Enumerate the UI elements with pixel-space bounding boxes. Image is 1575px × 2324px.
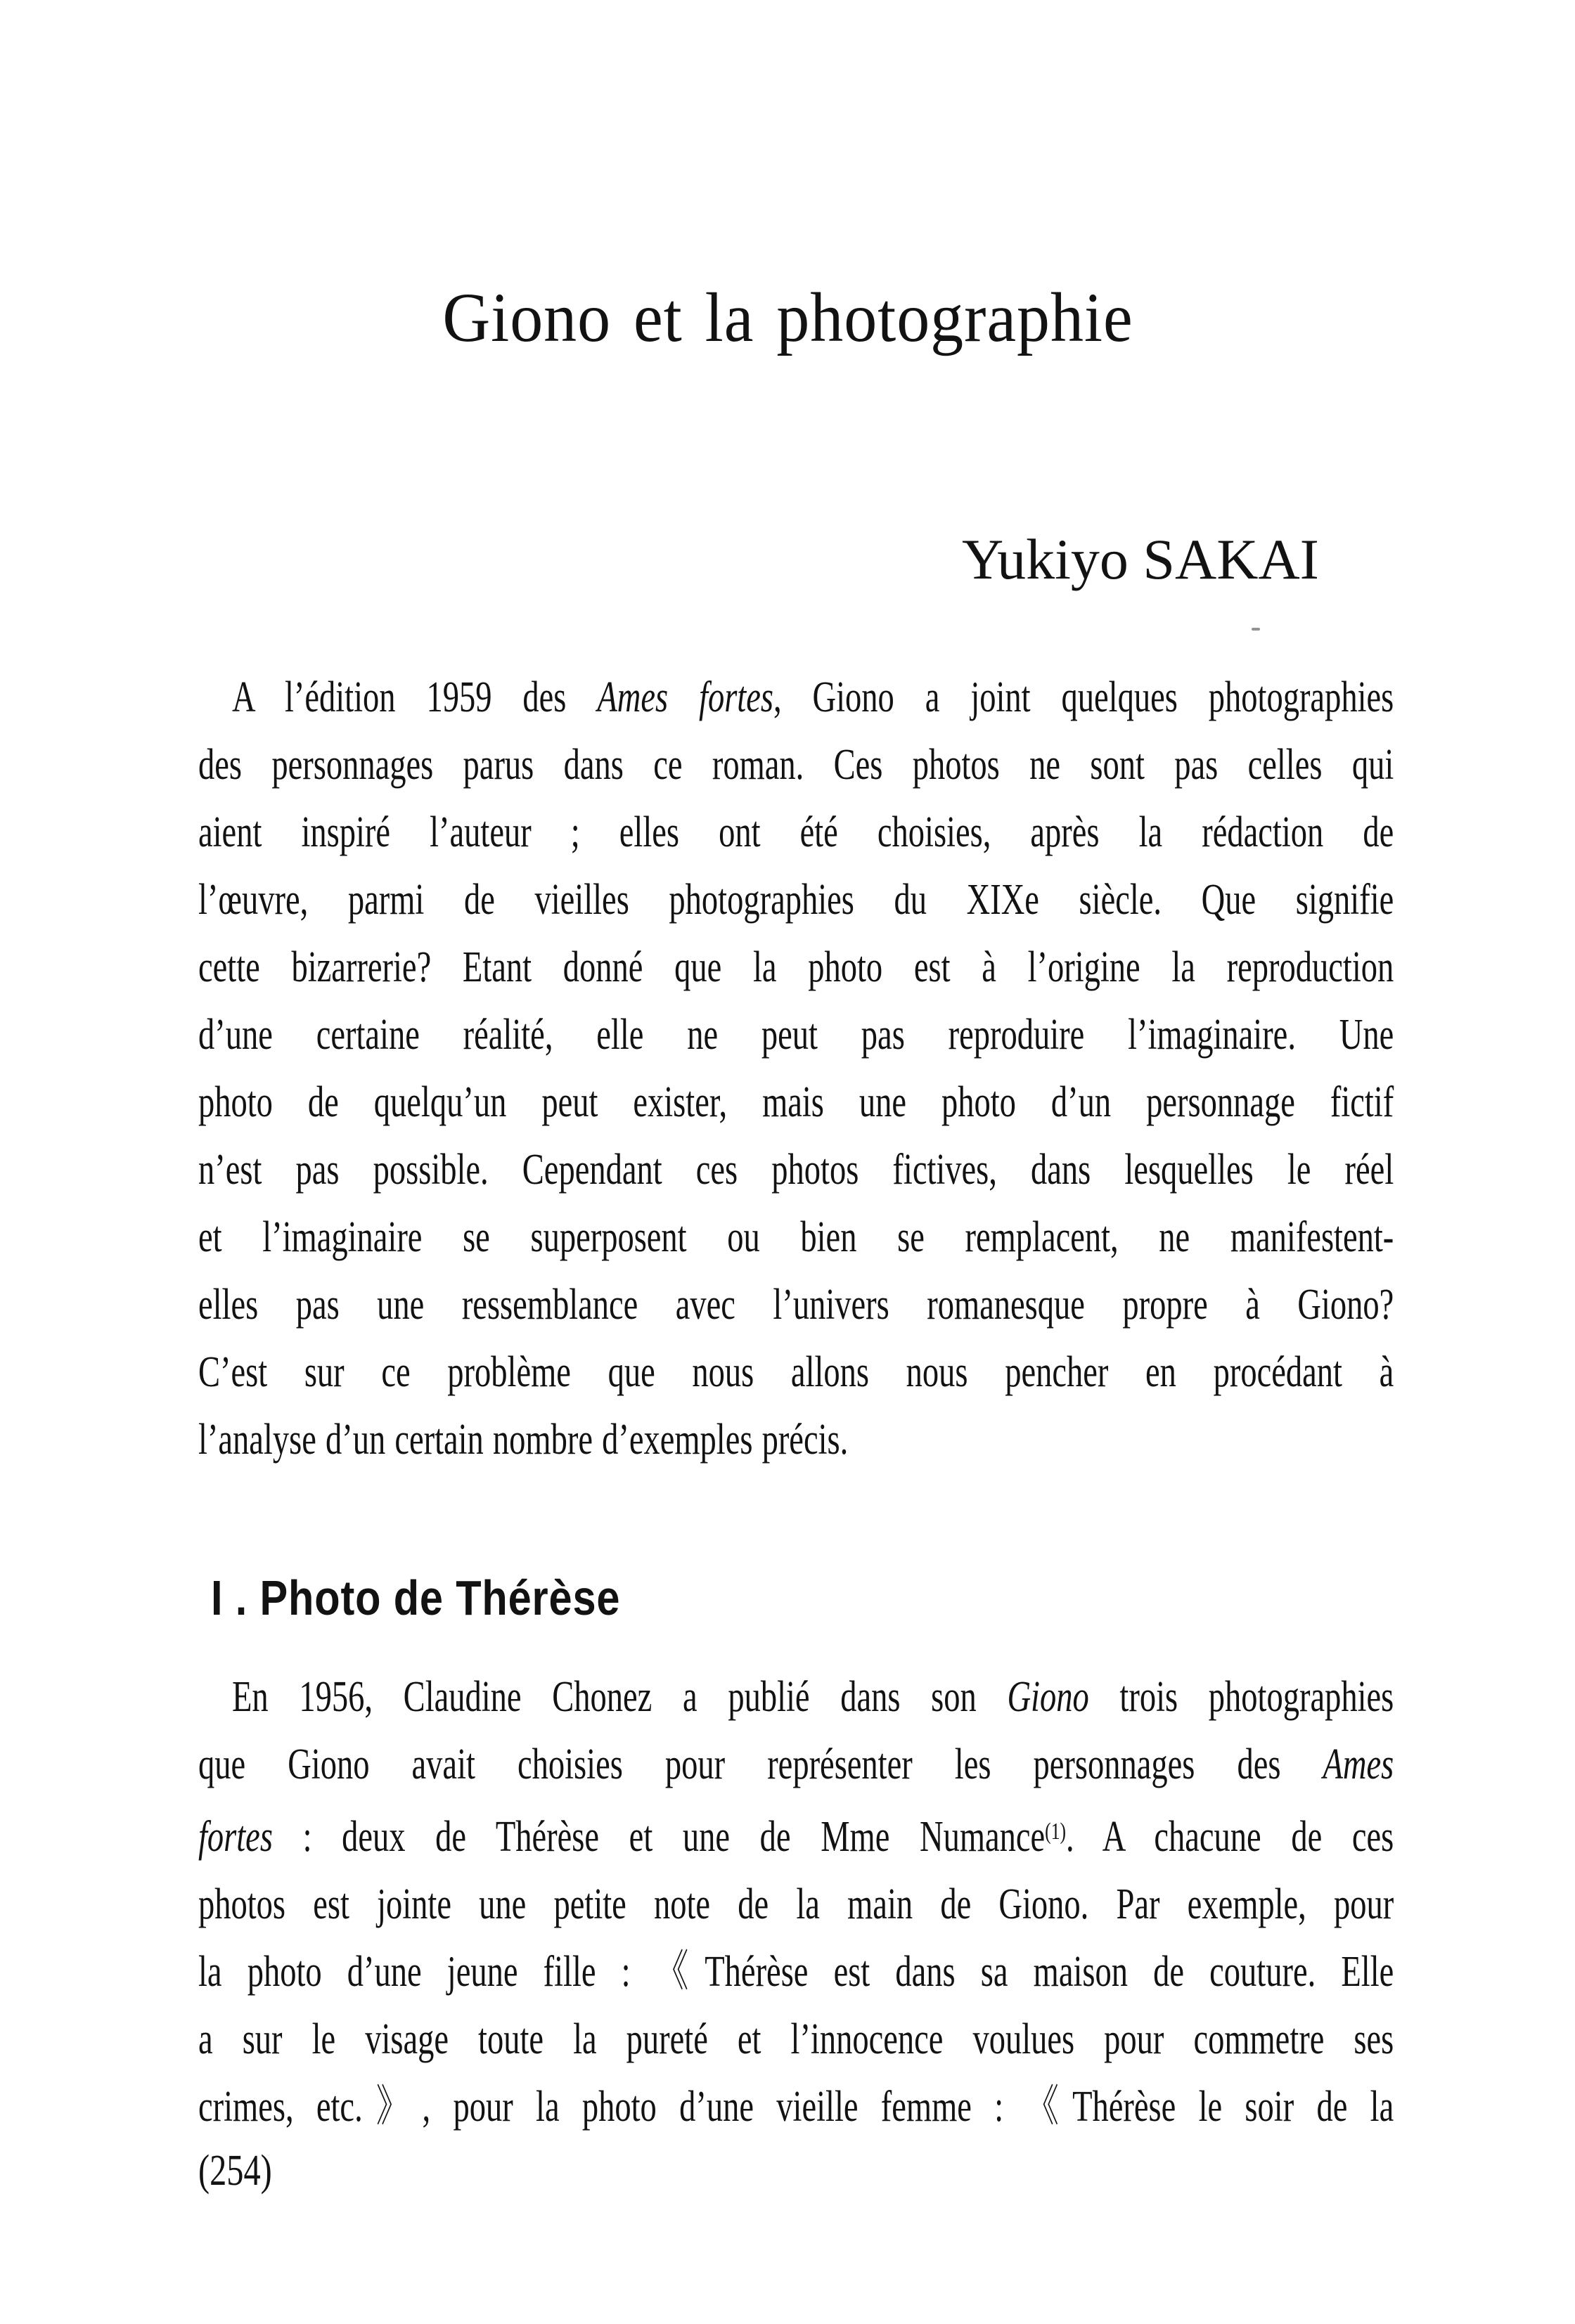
intro-paragraph [198, 664, 1394, 1473]
section-heading: I . Photo de Thérèse [211, 1570, 621, 1625]
text-segment: trois photographies [1088, 1673, 1394, 1721]
italic-text-segment: Ames fortes [597, 673, 773, 721]
text-segment: En 1956, Claudine Chonez a publié dans son [232, 1673, 1008, 1721]
text-line [198, 866, 1394, 934]
text-segment: C’est sur ce problème que nous allons nous pencher en procédant à [198, 1348, 1394, 1396]
text-segment: elles pas une ressemblance avec l’univers romanesque propre à Giono? [198, 1281, 1394, 1329]
article-author: Yukiyo SAKAI [962, 527, 1319, 591]
text-line [198, 2006, 1394, 2073]
text-line [198, 1663, 1394, 1731]
text-segment: l’œuvre, parmi de vieilles photographies du XIXe siècle. Que signifie [198, 876, 1394, 924]
text-line [198, 1798, 1394, 1871]
page-number: (254) [198, 2147, 272, 2195]
section-paragraph [198, 1663, 1394, 2141]
text-line [198, 1338, 1394, 1406]
text-line [198, 1406, 1394, 1473]
text-segment: A l’édition 1959 des [232, 673, 598, 721]
text-segment: , Giono a joint quelques photographies [773, 673, 1394, 721]
text-segment: des personnages parus dans ce roman. Ces photos ne sont pas celles qui [198, 741, 1394, 789]
author-row [962, 527, 1319, 591]
footnote-ref: (1) [1045, 1819, 1066, 1845]
italic-text-segment: Ames [1323, 1741, 1394, 1788]
text-segment: photos est jointe une petite note de la main de Giono. Par exemple, pour [198, 1880, 1394, 1929]
text-segment: d’une certaine réalité, elle ne peut pas reproduire l’imaginaire. Une [198, 1011, 1394, 1059]
text-segment: aient inspiré l’auteur ; elles ont été choisies, après la rédaction de [198, 808, 1394, 856]
text-line [198, 731, 1394, 799]
text-line [198, 2073, 1394, 2141]
text-segment: n’est pas possible. Cependant ces photos fictives, dans lesquelles le réel [198, 1146, 1394, 1194]
text-line [198, 1938, 1394, 2006]
text-line [198, 1069, 1394, 1136]
text-segment: que Giono avait choisies pour représenter les personnages des [198, 1741, 1323, 1788]
text-line [198, 1871, 1394, 1938]
italic-text-segment: Giono [1007, 1673, 1089, 1721]
text-line [198, 1271, 1394, 1338]
print-speck-artifact [1252, 628, 1260, 631]
text-segment: photo de quelqu’un peut exister, mais une photo d’un personnage fictif [198, 1078, 1394, 1126]
text-segment: la photo d’une jeune fille : 《Thérèse est dans sa maison de couture. Elle [198, 1948, 1394, 1996]
text-segment: l’analyse d’un certain nombre d’exemples précis. [198, 1416, 849, 1464]
text-line [198, 1001, 1394, 1069]
article-title: Giono et la photographie [442, 278, 1133, 356]
text-line [198, 934, 1394, 1001]
text-segment: cette bizarrerie? Etant donné que la photo est à l’origine la reproduction [198, 943, 1394, 991]
text-line [198, 1203, 1394, 1271]
text-line [198, 1731, 1394, 1798]
text-line [198, 799, 1394, 866]
italic-text-segment: fortes [198, 1813, 273, 1861]
text-line [198, 664, 1394, 731]
text-segment: et l’imaginaire se superposent ou bien se remplacent, ne manifestent- [198, 1213, 1394, 1261]
text-segment: a sur le visage toute la pureté et l’innocence voulues pour commetre ses [198, 2015, 1394, 2064]
title-row [0, 278, 1575, 356]
text-segment: : deux de Thérèse et une de Mme Numance [272, 1813, 1046, 1861]
text-line [198, 1136, 1394, 1203]
text-segment: . A chacune de ces [1065, 1813, 1394, 1861]
text-segment: crimes, etc.》, pour la photo d’une vieille femme : 《Thérèse le soir de la [198, 2083, 1394, 2131]
